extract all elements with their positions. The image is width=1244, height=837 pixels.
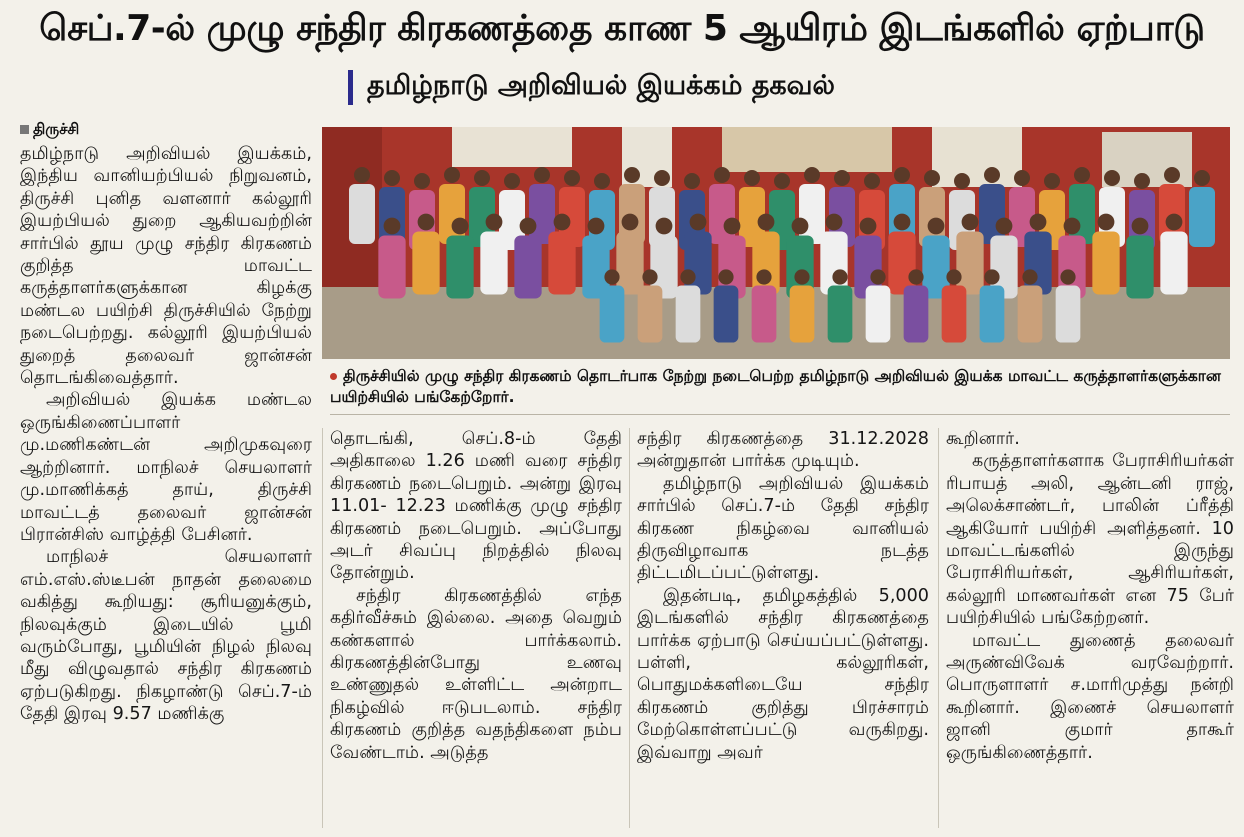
paragraph: இதன்படி, தமிழகத்தில் 5,000 இடங்களில் சந்திர கிரகணத்தை பார்க்க ஏற்பாடு செய்யப்பட்டுள்ளது. பள்ளி, கல்லூரிகள், பொதுமக்களிடையே சந்திர கிரகணம் குறித்து பிரச்சாரம் மேற்கொள்ளப்பட்டு வருகிறது. இவ்வாறு அவர் xyxy=(637,585,929,763)
article-column-4 xyxy=(946,428,1234,764)
group-photo xyxy=(322,127,1230,359)
caption-bullet-icon xyxy=(330,373,337,380)
paragraph: மாவட்ட துணைத் தலைவர் அருண்விவேக் வரவேற்றார். பொருளாளர் ச.மாரிமுத்து நன்றி கூறினார். இணைச் செயலாளர் ஜானி குமார் தாகூர் ஒருங்கிணைத்தார். xyxy=(946,630,1234,763)
headline: செப்.7-ல் முழு சந்திர கிரகணத்தை காண 5 ஆயிரம் இடங்களில் ஏற்பாடு xyxy=(39,8,1205,49)
article-column-1 xyxy=(20,143,312,726)
paragraph: சந்திர கிரகணத்தை 31.12.2028 அன்றுதான் பார்க்க முடியும். xyxy=(637,429,929,472)
caption-divider xyxy=(330,414,1230,415)
paragraph: மாநிலச் செயலாளர் எம்.எஸ்.ஸ்டீபன் நாதன் தலைமை வகித்து கூறியது: சூரியனுக்கும், நிலவுக்கும் இடையில் பூமி வரும்போது, பூமியின் நிழல் நிலவு மீது விழுவதால் சந்திர கிரகணம் ஏற்படுகிறது. நிகழாண்டு செப்.7-ம் தேதி இரவு 9.57 மணிக்கு xyxy=(20,547,312,725)
paragraph: சந்திர கிரகணத்தில் எந்த கதிர்வீச்சும் இல்லை. அதை வெறும் கண்களால் பார்க்கலாம். கிரகணத்தின்போது உணவு உண்ணுதல் உள்ளிட்ட அன்றாட நிகழ்வில் ஈடுபடலாம். சந்திர கிரகணம் குறித்த வதந்திகளை நம்ப வேண்டாம். அடுத்த xyxy=(330,585,622,763)
subheadline: தமிழ்நாடு அறிவியல் இயக்கம் தகவல் xyxy=(348,70,835,105)
paragraph: கருத்தாளர்களாக பேராசிரியர்கள் ரிபாயத் அலி, ஆன்டனி ராஜ், அலெக்சாண்டர், பாலின் ப்ரீத்தி ஆகியோர் பயிற்சி அளித்தனர். 10 மாவட்டங்களில் இருந்து பேராசிரியர்கள், ஆசிரியர்கள், கல்லூரி மாணவர்கள் என 75 பேர் பயிற்சியில் பங்கேற்றனர். xyxy=(946,451,1234,629)
column-divider xyxy=(629,428,630,828)
article-column-3 xyxy=(637,428,929,764)
paragraph: கூறினார். xyxy=(946,429,1020,449)
photo-caption xyxy=(330,366,1230,408)
group-photo-image xyxy=(322,127,1230,359)
paragraph: தமிழ்நாடு அறிவியல் இயக்கம் சார்பில் செப்.7-ம் தேதி சந்திர கிரகண நிகழ்வை வானியல் திருவிழாவாக நடத்த திட்டமிடப்பட்டுள்ளது. xyxy=(637,473,929,584)
dateline xyxy=(20,120,79,140)
column-divider xyxy=(322,428,323,828)
paragraph: அறிவியல் இயக்க மண்டல ஒருங்கிணைப்பாளர் மு.மணிகண்டன் அறிமுகவுரை ஆற்றினார். மாநிலச் செயலாளர் மு.மாணிக்கத் தாய், திருச்சி மாவட்டத் தலைவர் ஜான்சன் பிரான்சிஸ் வாழ்த்தி பேசினர். xyxy=(20,390,312,545)
paragraph: தமிழ்நாடு அறிவியல் இயக்கம், இந்திய வானியற்பியல் நிறுவனம், திருச்சி புனித வளனார் கல்லூரி இயற்பியல் துறை ஆகியவற்றின் சார்பில் தூய முழு சந்திர கிரகணம் குறித்த மாவட்ட கருத்தாளர்களுக்கான கிழக்கு மண்டல பயிற்சி திருச்சியில் நேற்று நடைபெற்றது. கல்லூரி இயற்பியல் துறைத் தலைவர் ஜான்சன் தொடங்கிவைத்தார். xyxy=(20,144,312,389)
photo-caption-text: திருச்சியில் முழு சந்திர கிரகணம் தொடர்பாக நேற்று நடைபெற்ற தமிழ்நாடு அறிவியல் இயக்க மாவட்ட கருத்தாளர்களுக்கான பயிற்சியில் பங்கேற்றோர். xyxy=(330,367,1221,406)
column-divider xyxy=(938,428,939,828)
dateline-marker-icon xyxy=(20,125,29,134)
article-column-2 xyxy=(330,428,622,764)
dateline-text: திருச்சி xyxy=(33,120,80,138)
paragraph: தொடங்கி, செப்.8-ம் தேதி அதிகாலை 1.26 மணி வரை சந்திர கிரகணம் நடைபெறும். அன்று இரவு 11.01- 12.23 மணிக்கு முழு சந்திர கிரகணம் நடைபெறும். அப்போது அடர் சிவப்பு நிறத்தில் நிலவு தோன்றும். xyxy=(330,429,622,584)
